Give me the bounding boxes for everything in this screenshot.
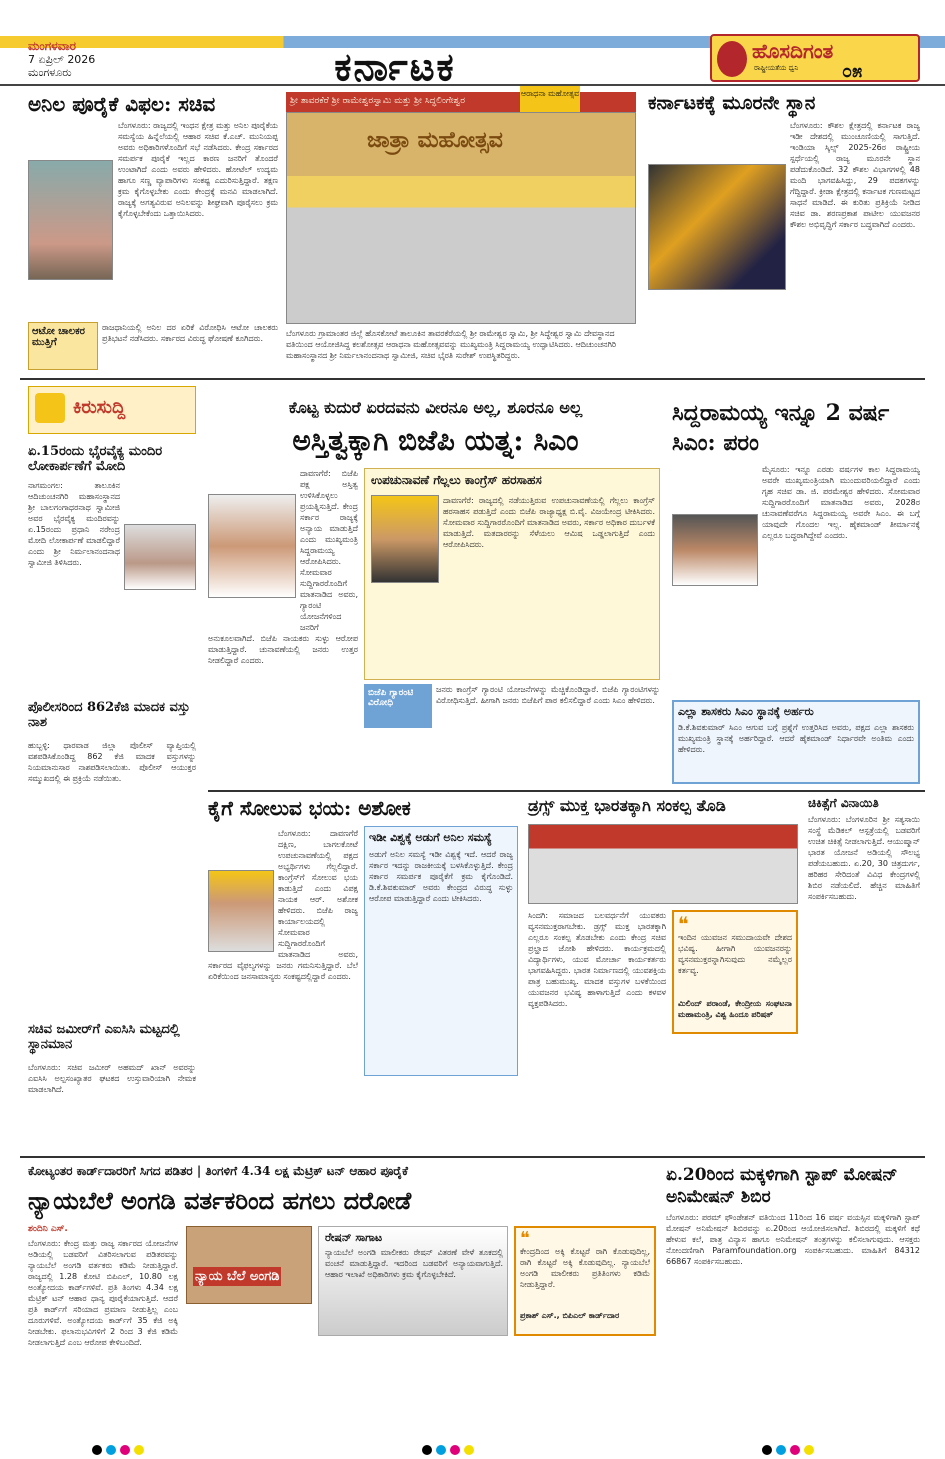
- main-headline: ಅಸ್ತಿತ್ವಕ್ಕಾಗಿ ಬಿಜೆಪಿ ಯತ್ನ: ಸಿಎಂ: [292, 424, 579, 457]
- row-divider: [20, 378, 925, 380]
- drugs-quote-box: [672, 910, 798, 1034]
- chikithse-body: ಬೆಂಗಳೂರು: ಬೆಂಗಳೂರಿನ ಶ್ರೀ ಸತ್ಯಸಾಯಿ ಸಂಸ್ಥೆ ಮೆಡಿಕಲ್ ಆಸ್ಪತ್ರೆಯಲ್ಲಿ ಬಡವರಿಗೆ ಉಚಿತ ಚಿಕಿತ್ಸೆ ನೀಡಲಾಗುತ್ತಿದೆ. ಆಯುಷ್ಮಾನ್ ಭಾರತ ಯೋಜನೆ ಅಡಿಯಲ್ಲಿ ಸೌಲಭ್ಯ ಪಡೆಯಬಹುದು. ಏ.20, 30 ಚಿತ್ರದುರ್ಗ, ಹರಿಹರ ಸೇರಿದಂತೆ ವಿವಿಧ ಕೇಂದ್ರಗಳಲ್ಲಿ ಶಿಬಿರ ನಡೆಯಲಿದೆ. ಹೆಚ್ಚಿನ ಮಾಹಿತಿಗೆ ಸಂಪರ್ಕಿಸಬಹುದು.: [808, 815, 920, 901]
- main-kicker: ಕೊಟ್ಟ ಕುದುರೆ ಏರದವನು ವೀರನೂ ಅಲ್ಲ, ಶೂರನೂ ಅಲ್ಲ: [288, 398, 583, 417]
- story1-body: ಬೆಂಗಳೂರು: ರಾಜ್ಯದಲ್ಲಿ ಇಂಧನ ಕ್ಷೇತ್ರ ಮತ್ತು ಅನಿಲ ಪೂರೈಕೆಯ ಸಮಸ್ಯೆಯ ಹಿನ್ನೆಲೆಯಲ್ಲಿ ಆಹಾರ ಸಚಿವ ಕೆ.ಎಚ್. ಮುನಿಯಪ್ಪ ಅವರು ಅಧಿಕಾರಿಗಳೊಂದಿಗೆ ಸಭೆ ನಡೆಸಿದರು. ಕೇಂದ್ರ ಸರ್ಕಾರದ ಸಮರ್ಪಕ ಪೂರೈಕೆ ಇಲ್ಲದ ಕಾರಣ ಜನರಿಗೆ ತೊಂದರೆ ಉಂಟಾಗಿದೆ ಎಂದು ಅವರು ಹೇಳಿದರು. ಹೋಟೆಲ್ ಉದ್ಯಮ ಹಾಗೂ ಸಣ್ಣ ವ್ಯಾಪಾರಿಗಳು ಸಂಕಷ್ಟ ಎದುರಿಸುತ್ತಿದ್ದಾರೆ. ತಕ್ಷಣ ಕ್ರಮ ಕೈಗೊಳ್ಳಬೇಕು ಎಂದು ಕೇಂದ್ರಕ್ಕೆ ಮನವಿ ಮಾಡಲಾಗಿದೆ. ರಾಜ್ಯಕ್ಕೆ ಅಗತ್ಯವಿರುವ ಅನಿಲವನ್ನು ಶೀಘ್ರವಾಗಿ ಪೂರೈಸಲು ಕ್ರಮ ಕೈಗೊಳ್ಳಬೇಕೆಂದು ಒತ್ತಾಯಿಸಿದರು.: [118, 121, 278, 218]
- event-caption: ಬೆಂಗಳೂರು ಗ್ರಾಮಾಂತರ ಜಿಲ್ಲೆ ಹೊಸಕೋಟೆ ತಾಲೂಕಿನ ತಾವರಕೆರೆಯಲ್ಲಿ ಶ್ರೀ ರಾಮೇಶ್ವರ ಸ್ವಾಮಿ, ಶ್ರೀ ಸಿದ್ಧೇಶ್ವರ ಸ್ವಾಮಿ ದೇವಸ್ಥಾನದ ವತಿಯಿಂದ ಆಯೋಜಿಸಿದ್ದ ಕಲಶೋತ್ಸವ ಆರಾಧನಾ ಮಹೋತ್ಸವವನ್ನು ಮುಖ್ಯಮಂತ್ರಿ ಸಿದ್ದರಾಮಯ್ಯ ಉದ್ಘಾಟಿಸಿದರು. ಆದಿಚುಂಚನಗಿರಿ ಮಹಾಸಂಸ್ಥಾನದ ಶ್ರೀ ನಿರ್ಮಲಾನಂದನಾಥ ಸ್ವಾಮೀಜಿ, ಸಚಿವ ಭೈರತಿ ಸುರೇಶ್ ಉಪಸ್ಥಿತರಿದ್ದರು.: [286, 329, 617, 360]
- drugs-quote-author: ಮಿಲಿಂದ್ ಪರಾಂಡೆ, ಕೇಂದ್ರೀಯ ಸಂಘಟನಾ ಮಹಾಮಂತ್ರಿ, ವಿಶ್ವ ಹಿಂದೂ ಪರಿಷತ್: [678, 999, 792, 1019]
- event-banner: ಶ್ರೀ ತಾವರಕೆರೆ ಶ್ರೀ ರಾಮೇಶ್ವರಸ್ವಾಮಿ ಮತ್ತು ಶ್ರೀ ಸಿದ್ಧಲಿಂಗೇಶ್ವರ: [286, 92, 636, 112]
- paper-name: ಹೊಸದಿಗಂತ: [752, 39, 834, 63]
- main-body-text: ದಾವಣಗೆರೆ: ಬಿಜೆಪಿ ಪಕ್ಷ ಅಸ್ತಿತ್ವ ಉಳಿಸಿಕೊಳ್ಳಲು ಪ್ರಯತ್ನಿಸುತ್ತಿದೆ. ಕೇಂದ್ರ ಸರ್ಕಾರ ರಾಜ್ಯಕ್ಕೆ ಅನ್ಯಾಯ ಮಾಡುತ್ತಿದೆ ಎಂದು ಮುಖ್ಯಮಂತ್ರಿ ಸಿದ್ದರಾಮಯ್ಯ ಆರೋಪಿಸಿದರು. ಸೋಮವಾರ ಸುದ್ದಿಗಾರರೊಂದಿಗೆ ಮಾತನಾಡಿದ ಅವರು, ಗ್ಯಾರಂಟಿ ಯೋಜನೆಗಳಿಂದ ಜನರಿಗೆ ಅನುಕೂಲವಾಗಿದೆ. ಬಿಜೆಪಿ ನಾಯಕರು ಸುಳ್ಳು ಆರೋಪ ಮಾಡುತ್ತಿದ್ದಾರೆ. ಚುನಾವಣೆಯಲ್ಲಿ ಜನರು ಉತ್ತರ ನೀಡಲಿದ್ದಾರೆ ಎಂದರು.: [208, 469, 358, 665]
- story1-sidebar-body: ರಾಜಧಾನಿಯಲ್ಲಿ ಅನಿಲ ದರ ಏರಿಕೆ ವಿರೋಧಿಸಿ ಆಟೋ ಚಾಲಕರು ಪ್ರತಿಭಟನೆ ನಡೆಸಿದರು. ಸರ್ಕಾರದ ವಿರುದ್ಧ ಘೋಷಣೆ ಕೂಗಿದರು.: [102, 323, 278, 343]
- kiru-item1-body: [28, 480, 196, 690]
- sub-body-text: ದಾವಣಗೆರೆ: ರಾಜ್ಯದಲ್ಲಿ ನಡೆಯುತ್ತಿರುವ ಉಪಚುನಾವಣೆಯಲ್ಲಿ ಗೆಲ್ಲಲು ಕಾಂಗ್ರೆಸ್ ಹರಸಾಹಸ ಪಡುತ್ತಿದೆ ಎಂದು ಬಿಜೆಪಿ ರಾಜ್ಯಾಧ್ಯಕ್ಷ ಬಿ.ವೈ. ವಿಜಯೇಂದ್ರ ಟೀಕಿಸಿದರು. ಸೋಮವಾರ ಸುದ್ದಿಗಾರರೊಂದಿಗೆ ಮಾತನಾಡಿದ ಅವರು, ಸರ್ಕಾರ ಅಧಿಕಾರ ದುರ್ಬಳಕೆ ಮಾಡುತ್ತಿದೆ. ಮತದಾರರನ್ನು ಸೆಳೆಯಲು ಆಮಿಷ ಒಡ್ಡಲಾಗುತ್ತಿದೆ ಎಂದು ಆರೋಪಿಸಿದರು.: [443, 496, 655, 549]
- animation-body: ಬೆಂಗಳೂರು: ಪರಮ್ ಫೌಂಡೇಶನ್ ವತಿಯಿಂದ 11ರಿಂದ 16 ವರ್ಷ ವಯಸ್ಸಿನ ಮಕ್ಕಳಿಗಾಗಿ ಸ್ಟಾಪ್ ಮೋಷನ್ ಅನಿಮೇಷನ್ ಶಿಬಿರವನ್ನು ಏ.20ರಿಂದ ಆಯೋಜಿಸಲಾಗಿದೆ. ಶಿಬಿರದಲ್ಲಿ ಮಕ್ಕಳಿಗೆ ಕಥೆ ಹೇಳುವ ಕಲೆ, ಪಾತ್ರ ವಿನ್ಯಾಸ ಹಾಗೂ ಅನಿಮೇಷನ್ ತಂತ್ರಗಳನ್ನು ಕಲಿಸಲಾಗುವುದು. ಆಸಕ್ತರು ನೋಂದಣಿಗಾಗಿ Paramfoundation.org ಸಂಪರ್ಕಿಸಬಹುದು. ಮಾಹಿತಿಗೆ 84312 66867 ಸಂಪರ್ಕಿಸಬಹುದು.: [666, 1213, 920, 1266]
- drugs-headline: ಡ್ರಗ್ಸ್ ಮುಕ್ತ ಭಾರತಕ್ಕಾಗಿ ಸಂಕಲ್ಪ ತೊಡಿ: [528, 796, 726, 815]
- paper-tagline: ರಾಷ್ಟ್ರೀಯತೆಯ ಧ್ವನಿ: [754, 64, 799, 72]
- ashok-box: [364, 826, 518, 1076]
- animation-headline: ಏ.20ರಿಂದ ಮಕ್ಕಳಿಗಾಗಿ ಸ್ಟಾಪ್ ಮೋಷನ್ ಅನಿಮೇಷನ್ ಶಿಬಿರ: [666, 1165, 898, 1207]
- ashok-body: [208, 828, 358, 1148]
- story-right-top-headline: ಕರ್ನಾಟಕಕ್ಕೆ ಮೂರನೇ ಸ್ಥಾನ: [648, 92, 816, 114]
- kiru-suddi-header: [28, 386, 196, 434]
- day-label: ಮಂಗಳವಾರ: [28, 39, 77, 53]
- sub-headline: ಉಪಚುನಾವಣೆ ಗೆಲ್ಲಲು ಕಾಂಗ್ರೆಸ್ ಹರಸಾಹಸ: [371, 473, 542, 487]
- event-photo: [286, 112, 636, 324]
- ration-sign: ನ್ಯಾಯ ಬೆಲೆ ಅಂಗಡಿ: [195, 1269, 280, 1284]
- date-label: 7 ಏಪ್ರಿಲ್ 2026: [28, 53, 96, 66]
- story1-headline: ಅನಿಲ ಪೂರೈಕೆ ವಿಫಲ: ಸಚಿವ: [28, 92, 216, 116]
- param-box-title: ಎಲ್ಲಾ ಶಾಸಕರು ಸಿಎಂ ಸ್ಥಾನಕ್ಕೆ ಅರ್ಹರು: [678, 705, 814, 718]
- kiru-item3-body: ಬೆಂಗಳೂರು: ಸಚಿವ ಜಮೀರ್ ಅಹಮದ್ ಖಾನ್ ಅವರನ್ನು ಎಐಸಿಸಿ ಅಲ್ಪಸಂಖ್ಯಾತರ ಘಟಕದ ಉಸ್ತುವಾರಿಯಾಗಿ ನೇಮಕ ಮಾಡಲಾಗಿದೆ.: [28, 1063, 196, 1094]
- sub-body: [371, 495, 655, 675]
- kiru-item1-text: ನಾಗಮಂಗಲ: ತಾಲೂಕಿನ ಆದಿಚುಂಚನಗಿರಿ ಮಹಾಸಂಸ್ಥಾನದ ಶ್ರೀ ಬಾಲಗಂಗಾಧರನಾಥ ಸ್ವಾಮೀಜಿ ಅವರ ಭೈರವೈಕ್ಯ ಮಂದಿರವನ್ನು ಏ.15ರಂದು ಪ್ರಧಾನಿ ನರೇಂದ್ರ ಮೋದಿ ಲೋಕಾರ್ಪಣೆ ಮಾಡಲಿದ್ದಾರೆ ಎಂದು ಶ್ರೀ ನಿರ್ಮಲಾನಂದನಾಥ ಸ್ವಾಮೀಜಿ ತಿಳಿಸಿದರು.: [28, 481, 120, 567]
- ration-quote-box: [514, 1226, 656, 1336]
- registration-marks-center: [420, 1440, 520, 1459]
- ration-body: ಬೆಂಗಳೂರು: ಕೇಂದ್ರ ಮತ್ತು ರಾಜ್ಯ ಸರ್ಕಾರದ ಯೋಜನೆಗಳ ಅಡಿಯಲ್ಲಿ ಬಡವರಿಗೆ ವಿತರಿಸಲಾಗುವ ಪಡಿತರವನ್ನು ನ್ಯಾಯಬೆಲೆ ಅಂಗಡಿ ವರ್ತಕರು ಕಡಿಮೆ ನೀಡುತ್ತಿದ್ದಾರೆ. ರಾಜ್ಯದಲ್ಲಿ 1.28 ಕೋಟಿ ಬಿಪಿಎಲ್, 10.80 ಲಕ್ಷ ಅಂತ್ಯೋದಯ ಕಾರ್ಡ್‌ಗಳಿವೆ. ಪ್ರತಿ ತಿಂಗಳು 4.34 ಲಕ್ಷ ಮೆಟ್ರಿಕ್ ಟನ್ ಆಹಾರ ಧಾನ್ಯ ಪೂರೈಕೆಯಾಗುತ್ತಿದೆ. ಆದರೆ ಪ್ರತಿ ಕಾರ್ಡ್‌ಗೆ ಸರಿಯಾದ ಪ್ರಮಾಣ ನೀಡುತ್ತಿಲ್ಲ ಎಂಬ ದೂರುಗಳಿವೆ. ಅಂತ್ಯೋದಯ ಕಾರ್ಡ್‌ಗೆ 35 ಕೆಜಿ ಅಕ್ಕಿ ನೀಡಬೇಕು. ಫಲಾನುಭವಿಗಳಿಗೆ 2 ರಿಂದ 3 ಕೆಜಿ ಕಡಿಮೆ ನೀಡಲಾಗುತ್ತಿದೆ ಎಂಬ ಆರೋಪ ಕೇಳಿಬಂದಿದೆ.: [28, 1239, 178, 1347]
- param-box-body: ಡಿ.ಕೆ.ಶಿವಕುಮಾರ್ ಸಿಎಂ ಆಗುವ ಬಗ್ಗೆ ಪ್ರಶ್ನೆಗೆ ಉತ್ತರಿಸಿದ ಅವರು, ಪಕ್ಷದ ಎಲ್ಲಾ ಶಾಸಕರು ಮುಖ್ಯಮಂತ್ರಿ ಸ್ಥಾನಕ್ಕೆ ಅರ್ಹರಿದ್ದಾರೆ. ಆದರೆ ಹೈಕಮಾಂಡ್ ನಿರ್ಧಾರವೇ ಅಂತಿಮ ಎಂದು ಹೇಳಿದರು.: [678, 723, 914, 754]
- section-title: ಕರ್ನಾಟಕ: [334, 44, 456, 89]
- param-box: [672, 700, 920, 784]
- kiru-item1-title: ಏ.15ರಂದು ಭೈರವೈಕ್ಯ ಮಂದಿರ ಲೋಕಾರ್ಪಣೆಗೆ ಮೋದಿ: [28, 444, 163, 474]
- ration-shop-photo: [186, 1226, 312, 1304]
- param-headline: ಸಿದ್ದರಾಮಯ್ಯ ಇನ್ನೂ 2 ವರ್ಷ ಸಿಎಂ: ಪರಂ: [672, 400, 890, 456]
- quote-icon: ❝: [678, 912, 689, 936]
- page-number: ೦೫: [842, 61, 863, 82]
- story1-sidebar-title: ಆಟೋ ಚಾಲಕರ ಮುತ್ತಿಗೆ: [32, 326, 85, 348]
- param-body-text: ಮೈಸೂರು: ಇನ್ನೂ ಎರಡು ವರ್ಷಗಳ ಕಾಲ ಸಿದ್ದರಾಮಯ್ಯ ಅವರೇ ಮುಖ್ಯಮಂತ್ರಿಯಾಗಿ ಮುಂದುವರಿಯಲಿದ್ದಾರೆ ಎಂದು ಗೃಹ ಸಚಿವ ಡಾ. ಜಿ. ಪರಮೇಶ್ವರ ಹೇಳಿದರು. ಸೋಮವಾರ ಸುದ್ದಿಗಾರರೊಂದಿಗೆ ಮಾತನಾಡಿದ ಅವರು, 2028ರ ಚುನಾವಣೆವರೆಗೂ ಸಿದ್ದರಾಮಯ್ಯ ಅವರೇ ಸಿಎಂ. ಈ ಬಗ್ಗೆ ಯಾವುದೇ ಗೊಂದಲ ಇಲ್ಲ. ಹೈಕಮಾಂಡ್ ತೀರ್ಮಾನಕ್ಕೆ ಎಲ್ಲರೂ ಬದ್ಧರಾಗಿದ್ದೇವೆ ಎಂದರು.: [762, 465, 920, 540]
- paper-logo: [710, 34, 920, 82]
- ration-quote: ಕೇಂದ್ರದಿಂದ ಅಕ್ಕಿ ಕೊಟ್ಟರೆ ರಾಗಿ ಕೊಡುವುದಿಲ್ಲ, ರಾಗಿ ಕೊಟ್ಟರೆ ಅಕ್ಕಿ ಕೊಡುವುದಿಲ್ಲ. ನ್ಯಾಯಬೆಲೆ ಅಂಗಡಿ ಮಾಲೀಕರು ಪ್ರತಿತಿಂಗಳು ಕಡಿಮೆ ನೀಡುತ್ತಿದ್ದಾರೆ.: [520, 1247, 650, 1289]
- ration-sub-body: ನ್ಯಾಯಬೆಲೆ ಅಂಗಡಿ ಮಾಲೀಕರು ರೇಷನ್ ವಿತರಣೆ ವೇಳೆ ತೂಕದಲ್ಲಿ ವಂಚನೆ ಮಾಡುತ್ತಿದ್ದಾರೆ. ಇದರಿಂದ ಬಡವರಿಗೆ ಅನ್ಯಾಯವಾಗುತ್ತಿದೆ. ಆಹಾರ ಇಲಾಖೆ ಅಧಿಕಾರಿಗಳು ಕ್ರಮ ಕೈಗೊಳ್ಳಬೇಕಿದೆ.: [325, 1248, 503, 1279]
- registration-marks-left: [90, 1440, 190, 1459]
- sub-story-box: [364, 468, 660, 680]
- drugs-body: ಸಿಂದಗಿ: ಸಮಾಜದ ಬಲವರ್ಧನೆಗೆ ಯುವಕರು ವ್ಯಸನಮುಕ್ತರಾಗಬೇಕು. ಡ್ರಗ್ಸ್ ಮುಕ್ತ ಭಾರತಕ್ಕಾಗಿ ಎಲ್ಲರೂ ಸಂಕಲ್ಪ ತೊಡಬೇಕು ಎಂದು ಕೇಂದ್ರ ಸಚಿವ ಪ್ರಲ್ಹಾದ ಜೋಶಿ ಹೇಳಿದರು. ಕಾರ್ಯಕ್ರಮದಲ್ಲಿ ವಿದ್ಯಾರ್ಥಿಗಳು, ಯುವ ಮೋರ್ಚಾ ಕಾರ್ಯಕರ್ತರು ಭಾಗವಹಿಸಿದ್ದರು. ಭಾರತ ನಿರ್ಮಾಣದಲ್ಲಿ ಯುವಶಕ್ತಿಯ ಪಾತ್ರ ಬಹುಮುಖ್ಯ. ಮಾದಕ ವಸ್ತುಗಳ ಬಳಕೆಯಿಂದ ಯುವಜನರ ಭವಿಷ್ಯ ಹಾಳಾಗುತ್ತಿದೆ ಎಂದು ಕಳವಳ ವ್ಯಕ್ತಪಡಿಸಿದರು.: [528, 911, 666, 1008]
- ration-headline: ನ್ಯಾಯಬೆಲೆ ಅಂಗಡಿ ವರ್ತಕರಿಂದ ಹಗಲು ದರೋಡೆ: [28, 1186, 412, 1215]
- ashok-body-text: ಬೆಂಗಳೂರು: ದಾವಣಗೆರೆ ದಕ್ಷಿಣ, ಬಾಗಲಕೋಟೆ ಉಪಚುನಾವಣೆಯಲ್ಲಿ ಪಕ್ಷದ ಅಭ್ಯರ್ಥಿಗಳು ಗೆಲ್ಲಲಿದ್ದಾರೆ. ಕಾಂಗ್ರೆಸ್‌ಗೆ ಸೋಲುವ ಭಯ ಕಾಡುತ್ತಿದೆ ಎಂದು ವಿಪಕ್ಷ ನಾಯಕ ಆರ್. ಅಶೋಕ ಹೇಳಿದರು. ಬಿಜೆಪಿ ರಾಜ್ಯ ಕಾರ್ಯಾಲಯದಲ್ಲಿ ಸೋಮವಾರ ಸುದ್ದಿಗಾರರೊಂದಿಗೆ ಮಾತನಾಡಿದ ಅವರು, ಸರ್ಕಾರದ ವೈಫಲ್ಯಗಳನ್ನು ಜನರು ಗಮನಿಸುತ್ತಿದ್ದಾರೆ. ಬೆಲೆ ಏರಿಕೆಯಿಂದ ಜನಸಾಮಾನ್ಯರು ಸಂಕಷ್ಟದಲ್ಲಿದ್ದಾರೆ ಎಂದರು.: [208, 829, 358, 981]
- row-divider-2: [208, 790, 925, 792]
- ashok-box-body: ಅಡುಗೆ ಅನಿಲ ಸಮಸ್ಯೆ ಇಡೀ ವಿಶ್ವಕ್ಕೆ ಇದೆ. ಆದರೆ ರಾಜ್ಯ ಸರ್ಕಾರ ಇದನ್ನು ರಾಜಕೀಯಕ್ಕೆ ಬಳಸಿಕೊಳ್ಳುತ್ತಿದೆ. ಕೇಂದ್ರ ಸರ್ಕಾರ ಸಮರ್ಪಕ ಪೂರೈಕೆಗೆ ಕ್ರಮ ಕೈಗೊಂಡಿದೆ. ಡಿ.ಕೆ.ಶಿವಕುಮಾರ್ ಅವರು ಕೇಂದ್ರದ ವಿರುದ್ಧ ಸುಳ್ಳು ಆರೋಪ ಮಾಡುತ್ತಿದ್ದಾರೆ ಎಂದು ಟೀಕಿಸಿದರು.: [369, 850, 513, 903]
- story1-sidebar-box: [28, 322, 98, 370]
- ashok-box-title: ಇಡೀ ವಿಶ್ವಕ್ಕೆ ಅಡುಗೆ ಅನಿಲ ಸಮಸ್ಯೆ: [369, 831, 492, 844]
- stage-text: ಜಾತ್ರಾ ಮಹೋತ್ಸವ: [367, 127, 503, 153]
- ration-body-2: [186, 1308, 312, 1432]
- drugs-quote: ಇಂದಿನ ಯುವಜನ ಸಮುದಾಯವೇ ದೇಶದ ಭವಿಷ್ಯ. ಹೀಗಾಗಿ ಯುವಜನರನ್ನು ವ್ಯಸನಮುಕ್ತರನ್ನಾಗಿಸುವುದು ನಮ್ಮೆಲ್ಲರ ಕರ್ತವ್ಯ.: [678, 933, 792, 975]
- registration-marks-right: [760, 1440, 860, 1459]
- dateline: [28, 40, 128, 79]
- ration-sub-box: [318, 1226, 508, 1336]
- emblem-icon: [717, 41, 747, 77]
- hand-icon: [35, 393, 65, 423]
- kiru-item2-title: ಪೊಲೀಸರಿಂದ 862ಕೆಜಿ ಮಾದಕ ವಸ್ತು ನಾಶ: [28, 700, 190, 730]
- kiru-item2-body: ಹುಬ್ಬಳ್ಳಿ: ಧಾರವಾಡ ಜಿಲ್ಲಾ ಪೊಲೀಸ್ ವ್ಯಾಪ್ತಿಯಲ್ಲಿ ವಶಪಡಿಸಿಕೊಂಡಿದ್ದ 862 ಕೆಜಿ ಮಾದಕ ವಸ್ತುಗಳನ್ನು ನಿಯಮಾನುಸಾರ ನಾಶಪಡಿಸಲಾಯಿತು. ಪೊಲೀಸ್ ಆಯುಕ್ತರ ಸಮ್ಮುಖದಲ್ಲಿ ಈ ಪ್ರಕ್ರಿಯೆ ನಡೆಯಿತು.: [28, 741, 196, 783]
- quote-icon-2: ❝: [520, 1228, 530, 1249]
- ration-sub-title: ರೇಷನ್ ಸಾಗಾಟ: [325, 1231, 383, 1244]
- kiru-suddi-label: ಕಿರುಸುದ್ದಿ: [73, 397, 126, 418]
- event-badge: ಆರಾಧನಾ ಮಹೋತ್ಸವ: [520, 86, 580, 114]
- ration-kicker: ಕೋಟ್ಯಂತರ ಕಾರ್ಡ್‌ದಾರರಿಗೆ ಸಿಗದ ಪಡಿತರ | ತಿಂಗಳಿಗೆ 4.34 ಲಕ್ಷ ಮೆಟ್ರಿಕ್ ಟನ್ ಆಹಾರ ಪೂರೈಕೆ: [28, 1164, 409, 1178]
- ration-quote-author: ಪ್ರಕಾಶ್ ಎಸ್., ಬಿಪಿಎಲ್ ಕಾರ್ಡ್‌ದಾರ: [520, 1311, 620, 1320]
- kiru-item3-title: ಸಚಿವ ಜಮೀರ್‌ಗೆ ಎಐಸಿಸಿ ಮಟ್ಟದಲ್ಲಿ ಸ್ಥಾನಮಾನ: [28, 1022, 180, 1052]
- ration-body-3: [318, 1342, 656, 1430]
- chikithse-headline: ಚಿಕಿತ್ಸೆಗೆ ವಿನಾಯಿತಿ: [808, 796, 879, 810]
- main-body: [208, 468, 358, 774]
- side-body: ಜನರು ಕಾಂಗ್ರೆಸ್ ಗ್ಯಾರಂಟಿ ಯೋಜನೆಗಳನ್ನು ಮೆಚ್ಚಿಕೊಂಡಿದ್ದಾರೆ. ಬಿಜೆಪಿ ಗ್ಯಾರಂಟಿಗಳನ್ನು ವಿರೋಧಿಸುತ್ತಿದೆ. ಹೀಗಾಗಿ ಜನರು ಬಿಜೆಪಿಗೆ ಪಾಠ ಕಲಿಸಲಿದ್ದಾರೆ ಎಂದು ಸಿಎಂ ಹೇಳಿದರು.: [436, 685, 660, 705]
- drugs-photo: [528, 824, 798, 904]
- side-tag: ಬಿಜೆಪಿ ಗ್ಯಾರಂಟಿ ವಿರೋಧಿ: [364, 684, 432, 728]
- row-divider-3: [20, 1156, 925, 1158]
- ration-byline: ಶಂದಿನಿ ಎಸ್.: [28, 1224, 68, 1234]
- param-body: [672, 464, 920, 694]
- story-right-top-body: [648, 120, 920, 372]
- story-right-top-text: ಬೆಂಗಳೂರು: ಕೌಶಲ ಕ್ಷೇತ್ರದಲ್ಲಿ ಕರ್ನಾಟಕ ರಾಜ್ಯ ಇಡೀ ದೇಶದಲ್ಲಿ ಮುಂಚೂಣಿಯಲ್ಲಿ ಸಾಗುತ್ತಿದೆ. ಇಂಡಿಯಾ ಸ್ಕಿಲ್ಸ್ 2025-26ರ ರಾಷ್ಟ್ರೀಯ ಸ್ಪರ್ಧೆಯಲ್ಲಿ ರಾಜ್ಯ ಮೂರನೇ ಸ್ಥಾನ ಪಡೆದುಕೊಂಡಿದೆ. 32 ಕೌಶಲ ವಿಭಾಗಗಳಲ್ಲಿ 48 ಮಂದಿ ಭಾಗವಹಿಸಿದ್ದು, 29 ಪದಕಗಳನ್ನು ಗೆದ್ದಿದ್ದಾರೆ. ಕ್ರೀಡಾ ಕ್ಷೇತ್ರದಲ್ಲಿ ಕರ್ನಾಟಕ ಗುಣಮಟ್ಟದ ಸಾಧನೆ ಮಾಡಿದೆ. ಈ ಕುರಿತು ಪ್ರತಿಕ್ರಿಯೆ ನೀಡಿದ ಸಚಿವ ಡಾ. ಶರಣಪ್ರಕಾಶ ಪಾಟೀಲ ಯುವಜನರ ಕೌಶಲ ಅಭಿವೃದ್ಧಿಗೆ ಸರ್ಕಾರ ಬದ್ಧವಾಗಿದೆ ಎಂದರು.: [790, 121, 920, 229]
- ashok-headline: ಕೈಗೆ ಸೋಲುವ ಭಯ: ಅಶೋಕ: [208, 796, 411, 820]
- city-label: ಮಂಗಳೂರು: [28, 66, 72, 79]
